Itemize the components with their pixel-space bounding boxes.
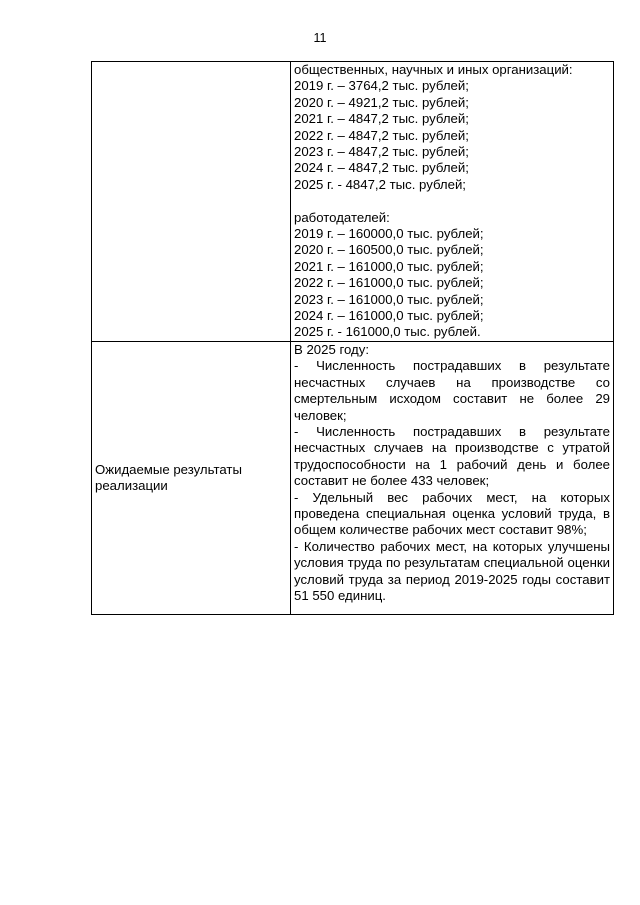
financing-row — [92, 62, 614, 342]
blank-line — [294, 193, 610, 209]
organizations-line: 2023 г. – 4847,2 тыс. рублей; — [294, 144, 469, 160]
employers-line: 2023 г. – 161000,0 тыс. рублей; — [294, 291, 484, 307]
organizations-line: 2022 г. – 4847,2 тыс. рублей; — [294, 127, 469, 143]
organizations-line: 2021 г. – 4847,2 тыс. рублей; — [294, 111, 469, 127]
employers-line: 2022 г. – 161000,0 тыс. рублей; — [294, 275, 484, 291]
employers-line: 2024 г. – 161000,0 тыс. рублей; — [294, 308, 484, 324]
organizations-line: 2025 г. - 4847,2 тыс. рублей; — [294, 176, 466, 192]
cell-bottom-space — [294, 604, 610, 614]
result-item: - Количество рабочих мест, на которых улучшены условия труда по результатам специальной оценки условий труда за период 2019-2025 годы составит 51 550 единиц. — [294, 538, 610, 603]
financing-label-cell — [92, 62, 291, 342]
employers-line: 2020 г. – 160500,0 тыс. рублей; — [294, 242, 484, 258]
organizations-line: 2024 г. – 4847,2 тыс. рублей; — [294, 160, 469, 176]
results-label-cell — [92, 341, 291, 615]
organizations-heading: общественных, научных и иных организаций: — [294, 62, 573, 77]
employers-line: 2025 г. - 161000,0 тыс. рублей. — [294, 324, 481, 340]
results-content-cell — [291, 341, 614, 615]
passport-table — [91, 61, 614, 615]
employers-heading: работодателей: — [294, 209, 390, 225]
financing-content-cell — [291, 62, 614, 342]
organizations-line: 2019 г. – 3764,2 тыс. рублей; — [294, 78, 469, 94]
results-intro: В 2025 году: — [294, 341, 369, 357]
organizations-line: 2020 г. – 4921,2 тыс. рублей; — [294, 94, 469, 110]
employers-line: 2021 г. – 161000,0 тыс. рублей; — [294, 258, 484, 274]
results-row — [92, 341, 614, 615]
result-item: - Численность пострадавших в результате несчастных случаев на производстве с утратой трудоспособности на 1 рабочий день и более составит не более 433 человек; — [294, 423, 610, 489]
page-number: 11 — [313, 31, 327, 45]
result-item: - Численность пострадавших в результате несчастных случаев на производстве со смертельным исходом составит не более 29 человек; — [294, 358, 610, 423]
results-label: Ожидаемые результаты реализации — [95, 461, 242, 494]
employers-line: 2019 г. – 160000,0 тыс. рублей; — [294, 226, 484, 242]
result-item: - Удельный вес рабочих мест, на которых проведена специальная оценка условий труда, в общем количестве рабочих мест составит 98%; — [294, 489, 610, 538]
